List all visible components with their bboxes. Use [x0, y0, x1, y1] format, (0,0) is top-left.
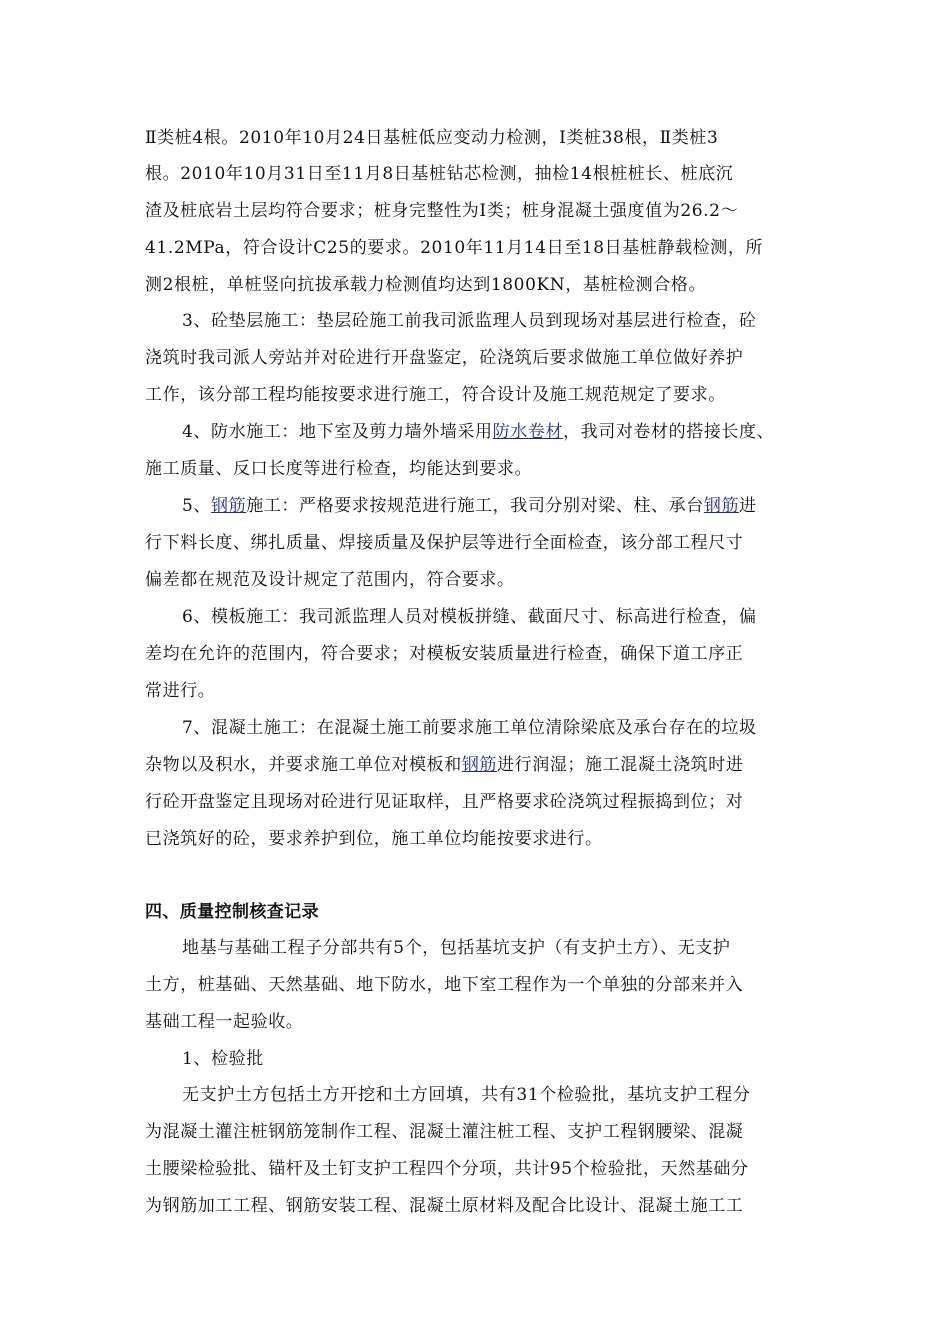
text-span: 施工：严格要求按规范进行施工，我司分别对梁、柱、承台	[246, 496, 704, 516]
text-line: 测2根桩，单桩竖向抗拔承载力检测值均达到1800KN，基桩检测合格。	[145, 275, 707, 295]
text-line: 已浇筑好的砼，要求养护到位，施工单位均能按要求进行。	[145, 829, 603, 849]
text-span: 杂物以及积水，并要求施工单位对模板和	[145, 755, 462, 775]
text-line: 施工质量、反口长度等进行检查，均能达到要求。	[145, 459, 533, 479]
text-line: 7、混凝土施工：在混凝土施工前要求施工单位清除梁底及承台存在的垃圾	[182, 718, 757, 738]
section-heading: 四、质量控制核查记录	[145, 902, 319, 922]
text-line: 浇筑时我司派人旁站并对砼进行开盘鉴定，砼浇筑后要求做施工单位做好养护	[145, 348, 744, 368]
text-span: 4、防水施工：地下室及剪力墙外墙采用	[182, 422, 493, 442]
text-line: 差均在允许的范围内，符合要求；对模板安装质量进行检查，确保下道工序正	[145, 644, 744, 664]
text-line: 3、砼垫层施工：垫层砼施工前我司派监理人员到现场对基层进行检查，砼	[182, 311, 757, 331]
text-line: 41.2MPa，符合设计C25的要求。2010年11月14日至18日基桩静载检测，所	[145, 238, 764, 258]
subheading: 1、检验批	[182, 1049, 264, 1069]
text-line	[145, 754, 743, 776]
text-span: ，我司对卷材的搭接长度、	[563, 422, 775, 442]
text-line: 6、模板施工：我司派监理人员对模板拼缝、截面尺寸、标高进行检查，偏	[182, 607, 757, 627]
text-span: 进	[739, 496, 757, 516]
text-line: 常进行。	[145, 681, 216, 701]
text-line: Ⅱ类桩4根。2010年10月24日基桩低应变动力检测，Ⅰ类桩38根，Ⅱ类桩3	[145, 128, 719, 148]
rebar-link[interactable]: 钢筋	[703, 496, 740, 516]
text-line: 渣及桩底岩土层均符合要求；桩身完整性为Ⅰ类；桩身混凝土强度值为26.2～	[145, 201, 739, 221]
text-span: 5、	[182, 496, 212, 516]
rebar-link[interactable]: 钢筋	[461, 755, 498, 775]
text-line: 土腰梁检验批、锚杆及土钉支护工程四个分项，共计95个检验批，天然基础分	[145, 1159, 749, 1179]
text-line	[182, 495, 757, 517]
text-line: 行砼开盘鉴定且现场对砼进行见证取样，且严格要求砼浇筑过程振捣到位；对	[145, 792, 744, 812]
text-span: 进行润湿；施工混凝土浇筑时进	[497, 755, 744, 775]
text-line: 为混凝土灌注桩钢筋笼制作工程、混凝土灌注桩工程、支护工程钢腰梁、混凝	[145, 1122, 744, 1142]
waterproof-membrane-link[interactable]: 防水卷材	[492, 422, 564, 442]
text-line: 基础工程一起验收。	[145, 1012, 304, 1032]
text-line: 无支护土方包括土方开挖和土方回填，共有31个检验批，基坑支护工程分	[182, 1085, 751, 1105]
text-line: 根。2010年10月31日至11月8日基桩钻芯检测，抽检14根桩桩长、桩底沉	[145, 164, 734, 184]
text-line: 工作，该分部工程均能按要求进行施工，符合设计及施工规范规定了要求。	[145, 385, 726, 405]
text-line	[182, 421, 774, 443]
text-line: 为钢筋加工工程、钢筋安装工程、混凝土原材料及配合比设计、混凝土施工工	[145, 1196, 744, 1216]
text-line: 土方，桩基础、天然基础、地下防水，地下室工程作为一个单独的分部来并入	[145, 975, 744, 995]
text-line: 行下料长度、绑扎质量、焊接质量及保护层等进行全面检查，该分部工程尺寸	[145, 533, 744, 553]
text-line: 地基与基础工程子分部共有5个，包括基坑支护（有支护土方）、无支护	[182, 938, 731, 958]
text-line: 偏差都在规范及设计规定了范围内，符合要求。	[145, 570, 515, 590]
rebar-link[interactable]: 钢筋	[211, 496, 247, 516]
